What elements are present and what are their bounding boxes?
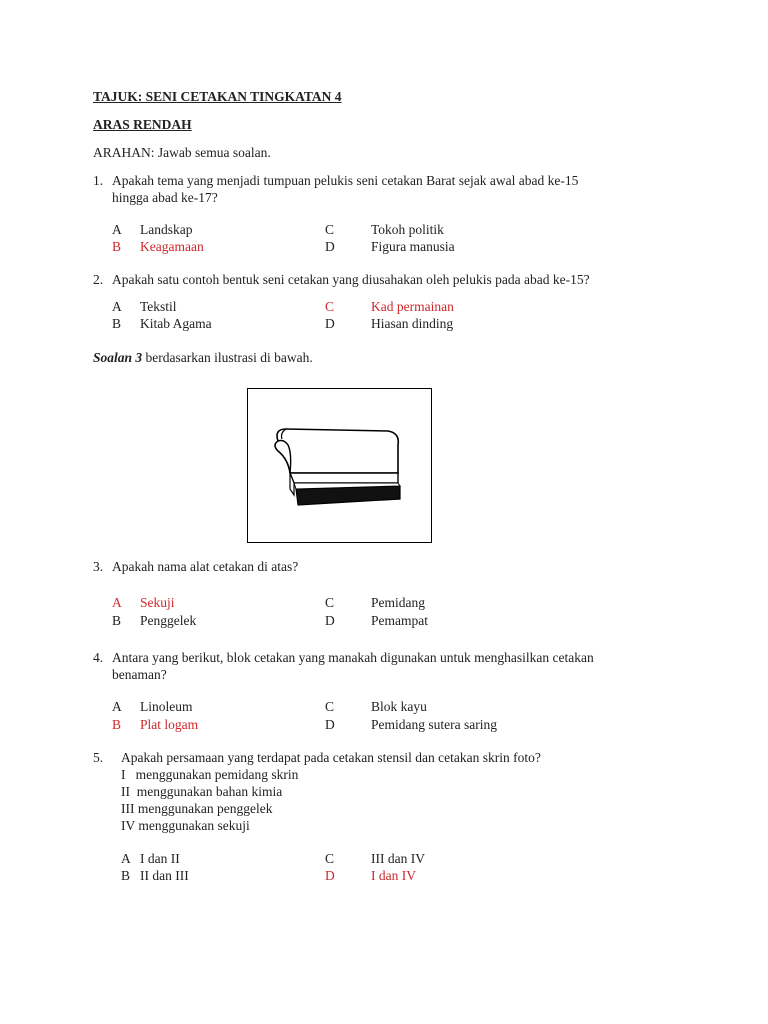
q5-item-3: III menggunakan penggelek xyxy=(121,801,273,816)
q5-item-4: IV menggunakan sekuji xyxy=(121,818,250,833)
instruction: ARAHAN: Jawab semua soalan. xyxy=(93,145,271,160)
level-heading: ARAS RENDAH xyxy=(93,117,192,132)
q3-option-a-letter: A xyxy=(112,595,122,610)
q1-option-c-letter: C xyxy=(325,222,335,237)
q2-option-c-letter: C xyxy=(325,299,335,314)
q3-intro xyxy=(93,349,313,366)
q4-option-a-letter: A xyxy=(112,699,122,714)
q2-option-d: Hiasan dinding xyxy=(371,316,454,331)
q5-option-c: III dan IV xyxy=(371,851,425,866)
q1-text-line2: hingga abad ke-17? xyxy=(112,190,218,205)
q2-option-a-letter: A xyxy=(112,299,122,314)
q5-option-d-letter: D xyxy=(325,868,335,883)
q2-option-b-letter: B xyxy=(112,316,122,331)
q4-option-d-letter: D xyxy=(325,717,335,732)
q1-option-c: Tokoh politik xyxy=(371,222,444,237)
q2-option-a: Tekstil xyxy=(140,299,177,314)
q4-option-b-answer: Plat logam xyxy=(140,717,199,732)
q3-intro-bold: Soalan 3 xyxy=(93,350,143,365)
q1-option-d: Figura manusia xyxy=(371,239,455,254)
q4-text-line1: Antara yang berikut, blok cetakan yang manakah digunakan untuk menghasilkan cetakan xyxy=(112,650,594,665)
q1-text-line1: Apakah tema yang menjadi tumpuan pelukis seni cetakan Barat sejak awal abad ke-15 xyxy=(112,173,579,188)
q5-option-c-letter: C xyxy=(325,851,335,866)
q3-number: 3. xyxy=(93,559,104,574)
q1-option-d-letter: D xyxy=(325,239,335,254)
q5-number: 5. xyxy=(93,750,104,765)
page-title: TAJUK: SENI CETAKAN TINGKATAN 4 xyxy=(93,89,342,104)
q1-option-a: Landskap xyxy=(140,222,193,237)
q2-option-b: Kitab Agama xyxy=(140,316,212,331)
q3-option-d: Pemampat xyxy=(371,613,428,628)
q3-intro-rest: berdasarkan ilustrasi di bawah. xyxy=(142,350,313,365)
q4-option-a: Linoleum xyxy=(140,699,193,714)
q4-option-b-letter: B xyxy=(112,717,122,732)
q4-number: 4. xyxy=(93,650,104,665)
q1-number: 1. xyxy=(93,173,104,188)
q2-option-d-letter: D xyxy=(325,316,335,331)
q5-option-a-letter: A xyxy=(121,851,131,866)
squeegee-icon xyxy=(248,389,431,542)
q5-text-line1: Apakah persamaan yang terdapat pada cetakan stensil dan cetakan skrin foto? xyxy=(121,750,541,765)
q5-item-2: II menggunakan bahan kimia xyxy=(121,784,283,799)
q4-option-c: Blok kayu xyxy=(371,699,427,714)
q3-option-b-letter: B xyxy=(112,613,122,628)
q3-option-a-answer: Sekuji xyxy=(140,595,175,610)
q3-option-c: Pemidang xyxy=(371,595,425,610)
q4-option-c-letter: C xyxy=(325,699,335,714)
q4-text-line2: benaman? xyxy=(112,667,167,682)
q5-item-1: I menggunakan pemidang skrin xyxy=(121,767,299,782)
q1-option-a-letter: A xyxy=(112,222,122,237)
q5-option-b-letter: B xyxy=(121,868,131,883)
q1-option-b-answer: Keagamaan xyxy=(140,239,204,254)
q3-option-b: Penggelek xyxy=(140,613,197,628)
q5-option-a: I dan II xyxy=(140,851,180,866)
q3-text-line1: Apakah nama alat cetakan di atas? xyxy=(112,559,299,574)
illustration-frame xyxy=(247,388,432,543)
q1-option-b-letter: B xyxy=(112,239,122,254)
q4-option-d: Pemidang sutera saring xyxy=(371,717,497,732)
q2-text-line1: Apakah satu contoh bentuk seni cetakan yang diusahakan oleh pelukis pada abad ke-15? xyxy=(112,272,590,287)
q2-number: 2. xyxy=(93,272,104,287)
q2-option-c-answer: Kad permainan xyxy=(371,299,454,314)
q5-option-b: II dan III xyxy=(140,868,189,883)
q3-option-c-letter: C xyxy=(325,595,335,610)
q3-option-d-letter: D xyxy=(325,613,335,628)
q5-option-d-answer: I dan IV xyxy=(371,868,416,883)
